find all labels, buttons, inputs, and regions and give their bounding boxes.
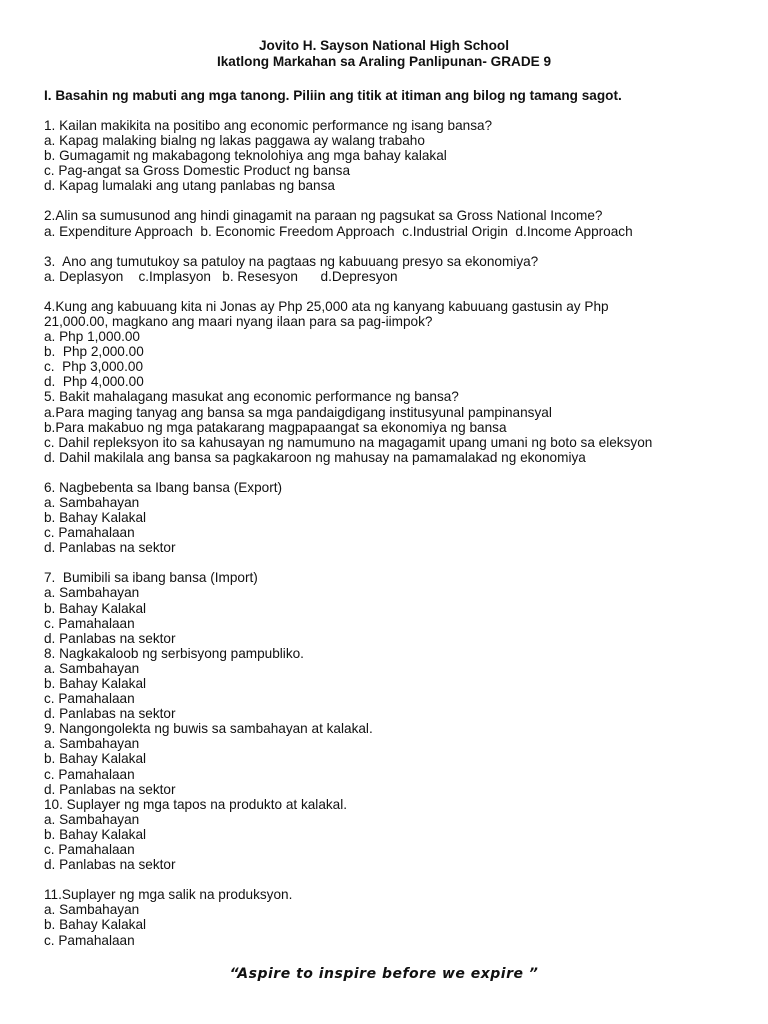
question-4 bbox=[44, 299, 744, 390]
question-text: 7. Bumibili sa ibang bansa (Import) bbox=[44, 570, 258, 586]
answer-choice: a. Expenditure Approach b. Economic Freedom Approach c.Industrial Origin d.Income Approach bbox=[44, 223, 633, 239]
answer-choice: d. Panlabas na sektor bbox=[44, 630, 176, 646]
question-6 bbox=[44, 480, 744, 555]
question-text: 1. Kailan makikita na positibo ang economic performance ng isang bansa? bbox=[44, 118, 493, 133]
answer-choice: a. Sambahayan bbox=[44, 902, 140, 918]
answer-choice: a.Para maging tanyag ang bansa sa mga pandaigdigang institusyunal pampinansyal bbox=[44, 404, 552, 420]
question-10 bbox=[44, 797, 744, 872]
answer-choice: b. Bahay Kalakal bbox=[44, 751, 147, 767]
answer-choice: b. Bahay Kalakal bbox=[44, 676, 147, 691]
question-list bbox=[44, 118, 744, 948]
question-1 bbox=[44, 118, 744, 193]
answer-choice: c. Pamahalaan bbox=[44, 932, 135, 948]
answer-choice: d. Panlabas na sektor bbox=[44, 540, 176, 556]
question-11 bbox=[44, 887, 744, 947]
answer-choice: b. Gumagamit ng makabagong teknolohiya ang mga bahay kalakal bbox=[44, 148, 447, 164]
answer-choice: d. Panlabas na sektor bbox=[44, 706, 176, 722]
question-text: 5. Bakit mahalagang masukat ang economic performance ng bansa? bbox=[44, 389, 459, 405]
question-8 bbox=[44, 646, 744, 721]
answer-choice: c. Pamahalaan bbox=[44, 766, 135, 782]
answer-choice: d. Panlabas na sektor bbox=[44, 781, 176, 797]
question-text: 6. Nagbebenta sa Ibang bansa (Export) bbox=[44, 479, 283, 495]
answer-choice: d. Php 4,000.00 bbox=[44, 374, 144, 390]
question-text: 2.Alin sa sumusunod ang hindi ginagamit na paraan ng pagsukat sa Gross National Income? bbox=[44, 208, 603, 224]
question-3 bbox=[44, 254, 744, 284]
answer-choice: c. Pamahalaan bbox=[44, 525, 135, 541]
answer-choice: c. Dahil repleksyon ito sa kahusayan ng namumuno na magagamit upang umani ng boto sa eleksyon bbox=[44, 434, 653, 450]
answer-choice: a. Php 1,000.00 bbox=[44, 329, 140, 345]
answer-choice: a. Deplasyon c.Implasyon b. Resesyon d.Depresyon bbox=[44, 268, 398, 284]
question-5 bbox=[44, 389, 744, 464]
answer-choice: c. Pamahalaan bbox=[44, 615, 135, 631]
question-text: 4.Kung ang kabuuang kita ni Jonas ay Php 25,000 ata ng kanyang kabuuang gastusin ay Php bbox=[44, 298, 609, 314]
answer-choice: c. Php 3,000.00 bbox=[44, 359, 144, 375]
answer-choice: d. Dahil makilala ang bansa sa pagkakaroon ng mahusay na pamamalakad ng ekonomiya bbox=[44, 449, 586, 465]
answer-choice: a. Kapag malaking bialng ng lakas paggawa ay walang trabaho bbox=[44, 133, 425, 149]
question-9 bbox=[44, 721, 744, 796]
answer-choice: b. Bahay Kalakal bbox=[44, 510, 147, 526]
exam-header bbox=[0, 38, 768, 70]
exam-title: Ikatlong Markahan sa Araling Panlipunan- GRADE 9 bbox=[216, 54, 552, 69]
answer-choice: d. Panlabas na sektor bbox=[44, 857, 176, 873]
answer-choice: a. Sambahayan bbox=[44, 811, 140, 827]
footer-motto: “Aspire to inspire before we expire ” bbox=[229, 966, 539, 982]
answer-choice: a. Sambahayan bbox=[44, 660, 140, 676]
answer-choice: b. Php 2,000.00 bbox=[44, 344, 144, 360]
answer-choice: c. Pamahalaan bbox=[44, 842, 135, 858]
instructions: I. Basahin ng mabuti ang mga tanong. Piliin ang titik at itiman ang bilog ng tamang sagot. bbox=[44, 88, 622, 103]
answer-choice: a. Sambahayan bbox=[44, 736, 140, 752]
question-2 bbox=[44, 208, 744, 238]
question-text: 11.Suplayer ng mga salik na produksyon. bbox=[44, 887, 293, 903]
answer-choice: b. Bahay Kalakal bbox=[44, 600, 147, 616]
answer-choice: a. Sambahayan bbox=[44, 585, 140, 601]
question-text: 10. Suplayer ng mga tapos na produkto at kalakal. bbox=[44, 796, 348, 812]
school-name: Jovito H. Sayson National High School bbox=[258, 38, 509, 53]
answer-choice: b. Bahay Kalakal bbox=[44, 826, 147, 842]
answer-choice: c. Pag-angat sa Gross Domestic Product ng bansa bbox=[44, 163, 351, 179]
question-text: 9. Nangongolekta ng buwis sa sambahayan at kalakal. bbox=[44, 721, 373, 737]
question-text: 8. Nagkakaloob ng serbisyong pampubliko. bbox=[44, 645, 304, 661]
answer-choice: c. Pamahalaan bbox=[44, 691, 135, 707]
question-7 bbox=[44, 570, 744, 645]
answer-choice: d. Kapag lumalaki ang utang panlabas ng bansa bbox=[44, 178, 335, 194]
answer-choice: b. Bahay Kalakal bbox=[44, 917, 147, 933]
answer-choice: b.Para makabuo ng mga patakarang magpapaangat sa ekonomiya ng bansa bbox=[44, 419, 507, 435]
answer-choice: 21,000.00, magkano ang maari nyang ilaan para sa pag-iimpok? bbox=[44, 313, 433, 329]
answer-choice: a. Sambahayan bbox=[44, 494, 140, 510]
question-text: 3. Ano ang tumutukoy sa patuloy na pagtaas ng kabuuang presyo sa ekonomiya? bbox=[44, 253, 539, 269]
